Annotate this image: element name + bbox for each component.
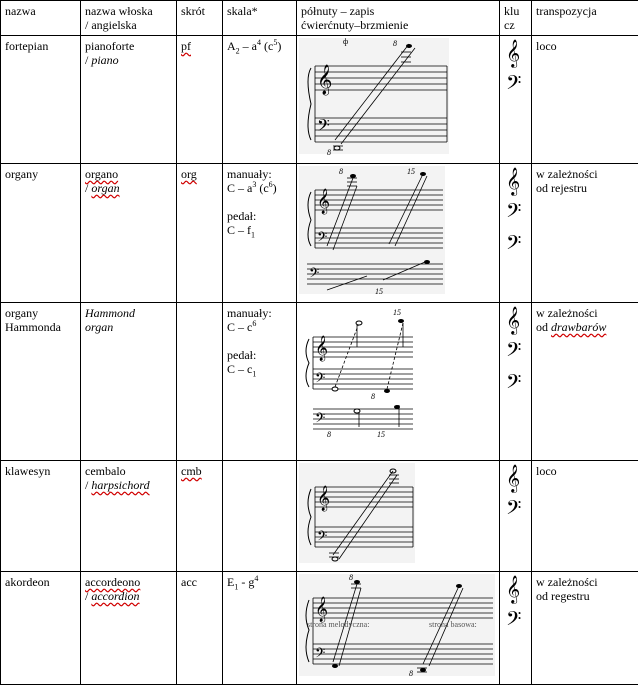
header-row bbox=[1, 1, 638, 36]
bass-clef-icon: 𝄢 bbox=[506, 230, 531, 262]
range: $A_2 - a^4$ $(c^5)$ bbox=[223, 36, 297, 164]
bass-clef-icon: 𝄢 bbox=[317, 528, 327, 547]
clef-cell bbox=[500, 303, 532, 461]
range: manuały: C – $a^3$ $(c^6)$ pedał: C – $f_1$ bbox=[223, 164, 297, 303]
abbreviation: acc bbox=[177, 572, 223, 685]
octave-mark: 8 bbox=[371, 392, 375, 401]
bass-clef-icon: 𝄢 bbox=[317, 115, 330, 139]
header-notation: półnuty – zapis ćwierćnuty–brzmienie bbox=[297, 1, 500, 36]
instrument-name: organy Hammonda bbox=[1, 303, 81, 461]
abbreviation: org bbox=[177, 164, 223, 303]
header-transposition: transpozycja bbox=[532, 1, 638, 36]
bass-side-label: strona basowa: bbox=[429, 620, 477, 629]
bass-clef-icon: 𝄢 bbox=[506, 70, 531, 102]
instrument-name: fortepian bbox=[1, 36, 81, 164]
organ-staff-image bbox=[297, 164, 500, 296]
bass-clef-icon: 𝄢 bbox=[506, 198, 531, 230]
range bbox=[223, 461, 297, 572]
abbreviation: cmb bbox=[177, 461, 223, 572]
clef-cell bbox=[500, 36, 532, 164]
bass-clef-icon: 𝄢 bbox=[506, 606, 531, 638]
harpsichord-staff-image bbox=[297, 461, 500, 565]
bass-clef-icon: 𝄢 bbox=[506, 369, 531, 401]
melodic-side-label: strona melodyczna: bbox=[307, 620, 369, 629]
treble-clef-icon: 𝄞 bbox=[317, 188, 330, 214]
instrument-name: organy bbox=[1, 164, 81, 303]
abbreviation: pf bbox=[177, 36, 223, 164]
transposition: loco bbox=[532, 36, 638, 164]
header-range: skala* bbox=[223, 1, 297, 36]
treble-clef-icon: 𝄞 bbox=[506, 574, 531, 606]
treble-clef-icon: 𝄞 bbox=[506, 38, 531, 70]
octave-mark: 8 bbox=[393, 39, 397, 48]
table-row bbox=[1, 36, 638, 164]
treble-clef-icon: 𝄞 bbox=[315, 596, 328, 622]
notation-staff bbox=[297, 36, 500, 164]
table-row bbox=[1, 164, 638, 303]
range: $E_1 - g^4$ bbox=[223, 572, 297, 685]
table-row bbox=[1, 461, 638, 572]
octave-mark: 8 bbox=[349, 573, 353, 582]
bass-clef-icon: 𝄢 bbox=[317, 229, 327, 248]
octave-mark: 15 bbox=[407, 167, 415, 176]
grand-staff-image bbox=[297, 36, 500, 157]
octave-mark: 8 bbox=[327, 148, 331, 157]
treble-clef-icon: 𝄞 bbox=[315, 335, 328, 361]
octave-mark: 8 bbox=[409, 669, 413, 678]
accordion-staff-image bbox=[297, 572, 500, 678]
notation-staff bbox=[297, 164, 500, 303]
transposition: w zależności od rejestru bbox=[532, 164, 638, 303]
bass-clef-icon: 𝄢 bbox=[315, 370, 325, 389]
instrument-name: klawesyn bbox=[1, 461, 81, 572]
instrument-name: akordeon bbox=[1, 572, 81, 685]
bass-clef-icon: 𝄢 bbox=[309, 265, 319, 284]
treble-clef-icon: 𝄞 bbox=[506, 166, 531, 198]
header-name: nazwa bbox=[1, 1, 81, 36]
treble-clef-icon: 𝄞 bbox=[317, 485, 330, 511]
transposition: w zależności od drawbarów bbox=[532, 303, 638, 461]
hammond-staff-image bbox=[297, 303, 500, 454]
bass-clef-icon: 𝄢 bbox=[315, 645, 325, 664]
range: manuały: C – $c^6$ pedał: C – $c_1$ bbox=[223, 303, 297, 461]
octave-mark: 15 bbox=[393, 308, 401, 317]
bass-clef-icon: 𝄢 bbox=[506, 495, 531, 527]
pedal-mark: ф bbox=[343, 37, 348, 46]
octave-mark: 15 bbox=[375, 287, 383, 296]
italian-name: Hammond organ bbox=[81, 303, 177, 461]
treble-clef-icon: 𝄞 bbox=[506, 463, 531, 495]
transposition: w zależności od regestru bbox=[532, 572, 638, 685]
italian-name: pianoforte / piano bbox=[81, 36, 177, 164]
notation-staff bbox=[297, 461, 500, 572]
header-abbreviation: skrót bbox=[177, 1, 223, 36]
bass-clef-icon: 𝄢 bbox=[315, 410, 325, 429]
treble-clef-icon: 𝄞 bbox=[506, 305, 531, 337]
octave-mark: 8 bbox=[339, 167, 343, 176]
italian-name: accordeono / accordion bbox=[81, 572, 177, 685]
italian-name: organo / organ bbox=[81, 164, 177, 303]
clef-cell bbox=[500, 164, 532, 303]
table-row bbox=[1, 303, 638, 461]
treble-clef-icon: 𝄞 bbox=[317, 64, 332, 96]
italian-name: cembalo / harpsichord bbox=[81, 461, 177, 572]
bass-clef-icon: 𝄢 bbox=[506, 337, 531, 369]
header-clef: klu cz bbox=[500, 1, 532, 36]
abbreviation bbox=[177, 303, 223, 461]
transposition: loco bbox=[532, 461, 638, 572]
octave-mark: 8 bbox=[327, 430, 331, 439]
octave-mark: 15 bbox=[377, 430, 385, 439]
header-italian-name: nazwa włoska / angielska bbox=[81, 1, 177, 36]
notation-staff bbox=[297, 303, 500, 461]
clef-cell bbox=[500, 461, 532, 572]
